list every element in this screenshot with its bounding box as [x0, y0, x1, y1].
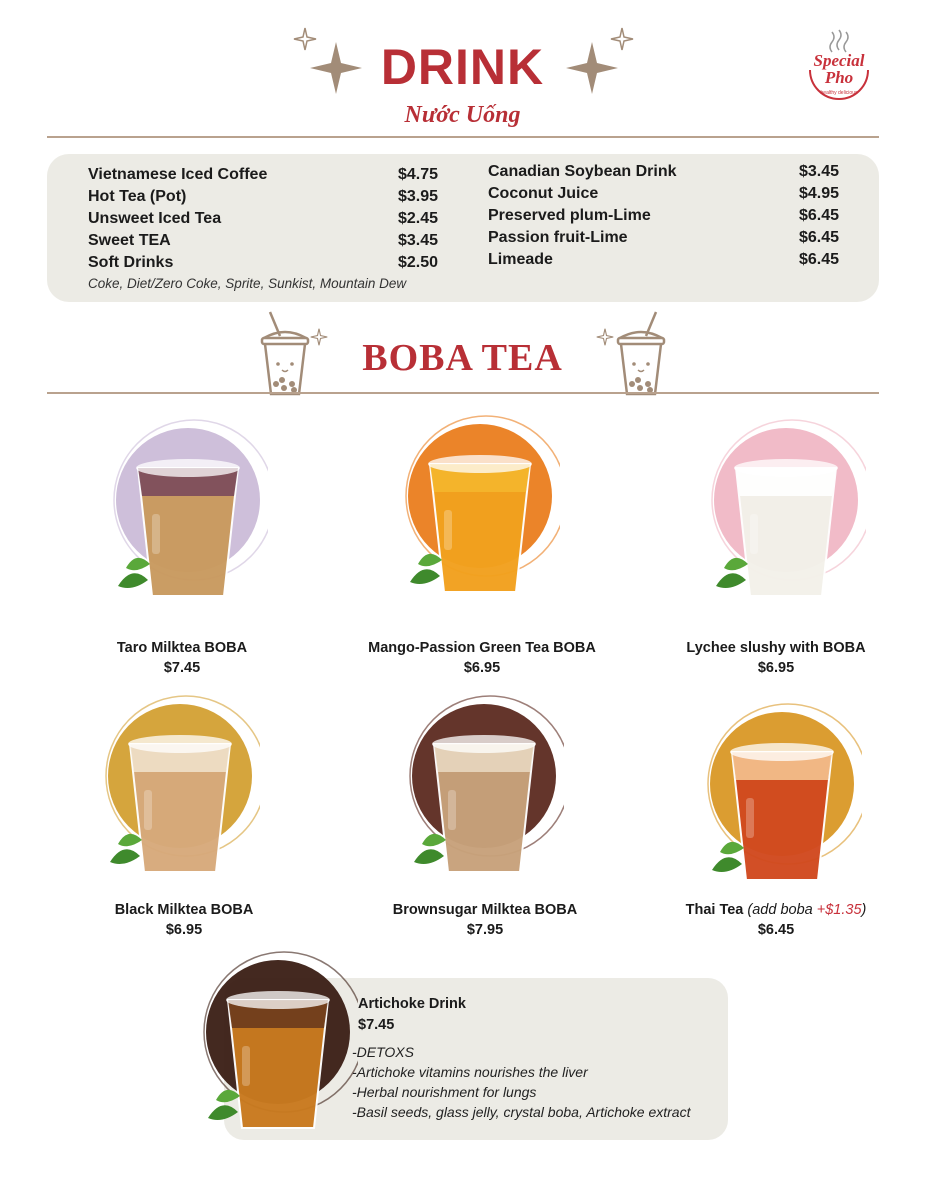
page-title: DRINK	[380, 39, 545, 95]
item-price: $6.45	[757, 922, 795, 938]
item-name: Taro Milktea BOBA	[116, 640, 248, 656]
drink-name: Hot Tea (Pot)	[88, 188, 187, 205]
list-item	[88, 232, 438, 254]
list-item	[488, 163, 839, 185]
boba-cup-icon	[614, 310, 668, 398]
drink-photo	[400, 414, 560, 614]
item-name: Artichoke Drink	[358, 996, 466, 1012]
list-item	[88, 166, 438, 188]
cup-illustration	[404, 694, 564, 894]
drink-price: $6.45	[798, 251, 839, 268]
item-name: Brownsugar Milktea BOBA	[392, 902, 578, 918]
drink-list-right	[488, 163, 839, 273]
drink-name: Sweet TEA	[88, 232, 171, 249]
item-name: Mango-Passion Green Tea BOBA	[368, 640, 596, 656]
menu-item-caption	[666, 900, 886, 940]
cup-illustration	[100, 694, 260, 894]
add-boba-close: )	[861, 902, 867, 918]
drink-photo	[108, 418, 268, 618]
cup-illustration	[198, 950, 358, 1150]
drink-name: Limeade	[488, 251, 553, 268]
cup-illustration	[702, 702, 862, 902]
drink-photo	[198, 950, 358, 1150]
divider	[47, 136, 879, 138]
list-item	[488, 251, 839, 273]
list-item	[488, 185, 839, 207]
drink-price: $4.75	[397, 166, 438, 183]
drink-price: $4.95	[798, 185, 839, 202]
drink-price: $6.45	[798, 207, 839, 224]
item-price: $6.95	[165, 922, 203, 938]
drink-name: Preserved plum-Lime	[488, 207, 651, 224]
drink-photo	[702, 702, 862, 902]
page-subtitle: Nước Uống	[404, 102, 521, 128]
drink-price: $2.45	[397, 210, 438, 227]
list-item	[88, 254, 438, 276]
cup-illustration	[108, 418, 268, 618]
list-item	[488, 229, 839, 251]
divider	[47, 392, 879, 394]
menu-header	[0, 0, 925, 140]
item-price: $7.45	[163, 660, 201, 676]
drink-name: Coconut Juice	[488, 185, 599, 202]
drink-photo	[404, 694, 564, 894]
cup-illustration	[706, 418, 866, 618]
sparkle-icon	[610, 27, 634, 51]
item-price: $7.95	[466, 922, 504, 938]
logo-tagline: healthy delicious	[820, 90, 858, 96]
item-name: Thai Tea	[685, 902, 744, 918]
menu-item-caption	[352, 638, 612, 678]
list-item: -DETOXS	[352, 1044, 414, 1060]
drink-name: Passion fruit-Lime	[488, 229, 628, 246]
menu-item-caption	[82, 638, 282, 678]
list-item	[88, 188, 438, 210]
drink-price: $3.45	[798, 163, 839, 180]
list-item	[488, 207, 839, 229]
item-name: Black Milktea BOBA	[114, 902, 254, 918]
drink-list-left	[88, 166, 438, 276]
add-boba-note: (add boba	[747, 902, 817, 918]
drink-photo	[100, 694, 260, 894]
drink-photo	[706, 418, 866, 618]
list-item	[88, 210, 438, 232]
cup-illustration	[400, 414, 560, 614]
drink-name: Vietnamese Iced Coffee	[88, 166, 268, 183]
list-item: -Basil seeds, glass jelly, crystal boba, Artichoke extract	[352, 1104, 691, 1120]
logo-name: Special Pho	[813, 51, 865, 87]
list-item: -Herbal nourishment for lungs	[352, 1084, 537, 1100]
item-price: $6.95	[463, 660, 501, 676]
brand-logo	[800, 28, 878, 110]
artichoke-notes	[352, 1042, 690, 1122]
sparkle-icon	[596, 328, 614, 346]
menu-item-caption	[666, 638, 886, 678]
drink-price: $3.95	[397, 188, 438, 205]
menu-item-caption	[84, 900, 284, 940]
drink-name: Canadian Soybean Drink	[488, 163, 677, 180]
drink-price: $3.45	[397, 232, 438, 249]
drink-price: $6.45	[798, 229, 839, 246]
drink-price: $2.50	[397, 254, 438, 271]
soft-drinks-note: Coke, Diet/Zero Coke, Sprite, Sunkist, Mountain Dew	[88, 276, 407, 291]
drink-name: Unsweet Iced Tea	[88, 210, 222, 227]
item-price: $7.45	[358, 1017, 395, 1033]
item-name: Lychee slushy with BOBA	[686, 640, 866, 656]
list-item: -Artichoke vitamins nourishes the liver	[352, 1064, 588, 1080]
section-title: BOBA TEA	[362, 337, 563, 379]
drink-name: Soft Drinks	[88, 254, 174, 271]
item-price: $6.95	[757, 660, 795, 676]
menu-item-caption	[365, 900, 605, 940]
add-boba-price: +$1.35	[816, 902, 862, 918]
